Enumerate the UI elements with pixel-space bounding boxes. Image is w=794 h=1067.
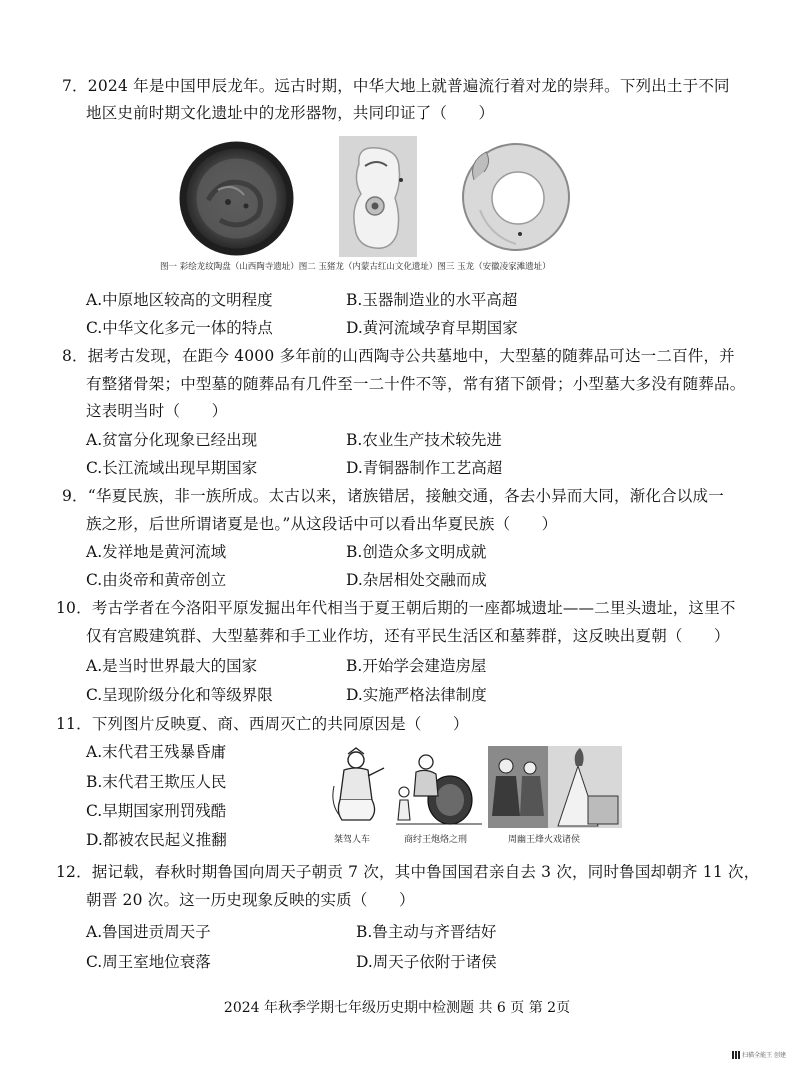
dragon-pottery-plate-image [178,140,295,257]
q8-line-1: 8．据考古发现，在距今 4000 多年前的山西陶寺公共墓地中，大型墓的随葬品可达一二百件，并 [62,347,735,365]
q8-option-b: B.农业生产技术较先进 [346,431,502,449]
q12-option-a: A.鲁国进贡周天子 [86,923,211,941]
q12-line-2: 朝晋 20 次。这一历史现象反映的实质（ ） [86,891,415,909]
q9-option-c: C.由炎帝和黄帝创立 [86,571,227,589]
q9-option-b: B.创造众多文明成就 [346,543,487,561]
king-you-beacon-fires-image [488,746,622,828]
q7-figure-caption: 图一 彩绘龙纹陶盘（山西陶寺遗址）图二 玉猪龙（内蒙古红山文化遗址）图三 玉龙（安徽凌家滩遗址） [160,262,551,272]
q7-option-a: A.中原地区较高的文明程度 [86,291,273,309]
q8-line-3: 这表明当时（ ） [86,402,228,420]
q9-option-a: A.发祥地是黄河流域 [86,543,227,561]
q9-line-2: 族之形，后世所谓诸夏是也。”从这段话中可以看出华夏民族（ ） [86,515,558,533]
q10-line-1: 10．考古学者在今洛阳平原发掘出年代相当于夏王朝后期的一座都城遗址——二里头遗址，这里不 [56,599,736,617]
q10-option-d: D.实施严格法律制度 [346,686,487,704]
q11-option-a: A.末代君王残暴昏庸 [86,743,227,761]
q11-caption-1: 桀驾人车 [334,835,371,845]
q7-option-d: D.黄河流域孕育早期国家 [346,319,518,337]
q7-option-c: C.中华文化多元一体的特点 [86,319,273,337]
q9-option-d: D.杂居相处交融而成 [346,571,487,589]
qr-code-icon [732,1051,740,1059]
q7-line-1: 7．2024 年是中国甲辰龙年。远古时期，中华大地上就普遍流行着对龙的崇拜。下列出土于不同 [62,77,730,95]
king-zhou-paoluo-image [394,746,484,828]
q11-line-1: 11．下列图片反映夏、商、西周灭亡的共同原因是（ ） [56,715,469,733]
q11-caption-3: 周幽王烽火戏诸侯 [508,835,581,845]
scanner-watermark-text: 扫描全能王 创建 [742,1052,786,1059]
q11-option-d: D.都被农民起义推翻 [86,831,227,849]
page-footer: 2024 年秋季学期七年级历史期中检测题 共 6 页 第 2页 [223,1000,571,1016]
q12-option-d: D.周天子依附于诸侯 [356,953,497,971]
q7-option-b: B.玉器制造业的水平高超 [346,291,518,309]
q8-line-2: 有整猪骨架；中型墓的随葬品有几件至一二十件不等，常有猪下颌骨；小型墓大多没有随葬品。 [86,375,746,393]
q10-option-b: B.开始学会建造房屋 [346,657,487,675]
scanner-watermark [732,1050,786,1059]
q10-option-a: A.是当时世界最大的国家 [86,657,258,675]
q9-line-1: 9．“华夏民族，非一族所成。太古以来，诸族错居，接触交通，各去小异而大同，渐化合以成一 [62,487,724,505]
jie-riding-people-cart-image [326,746,390,828]
q11-option-c: C.早期国家刑罚残酷 [86,802,227,820]
jade-dragon-ring-image [460,140,572,254]
q10-line-2: 仅有宫殿建筑群、大型墓葬和手工业作坊，还有平民生活区和墓葬群，这反映出夏朝（ ） [86,627,730,645]
q8-option-d: D.青铜器制作工艺高超 [346,459,503,477]
q12-option-b: B.鲁主动与齐晋结好 [356,923,497,941]
q12-option-c: C.周王室地位衰落 [86,953,211,971]
q10-option-c: C.呈现阶级分化和等级界限 [86,686,273,704]
q11-caption-2: 商纣王炮烙之刑 [404,835,468,845]
q12-line-1: 12．据记载，春秋时期鲁国向周天子朝贡 7 次，其中鲁国国君亲自去 3 次，同时鲁国却朝齐 11 次， [56,863,760,881]
q8-option-a: A.贫富分化现象已经出现 [86,431,258,449]
q7-line-2: 地区史前时期文化遗址中的龙形器物，共同印证了（ ） [86,104,495,122]
jade-pig-dragon-image [339,136,417,257]
q11-option-b: B.末代君王欺压人民 [86,773,227,791]
q8-option-c: C.长江流域出现早期国家 [86,459,258,477]
